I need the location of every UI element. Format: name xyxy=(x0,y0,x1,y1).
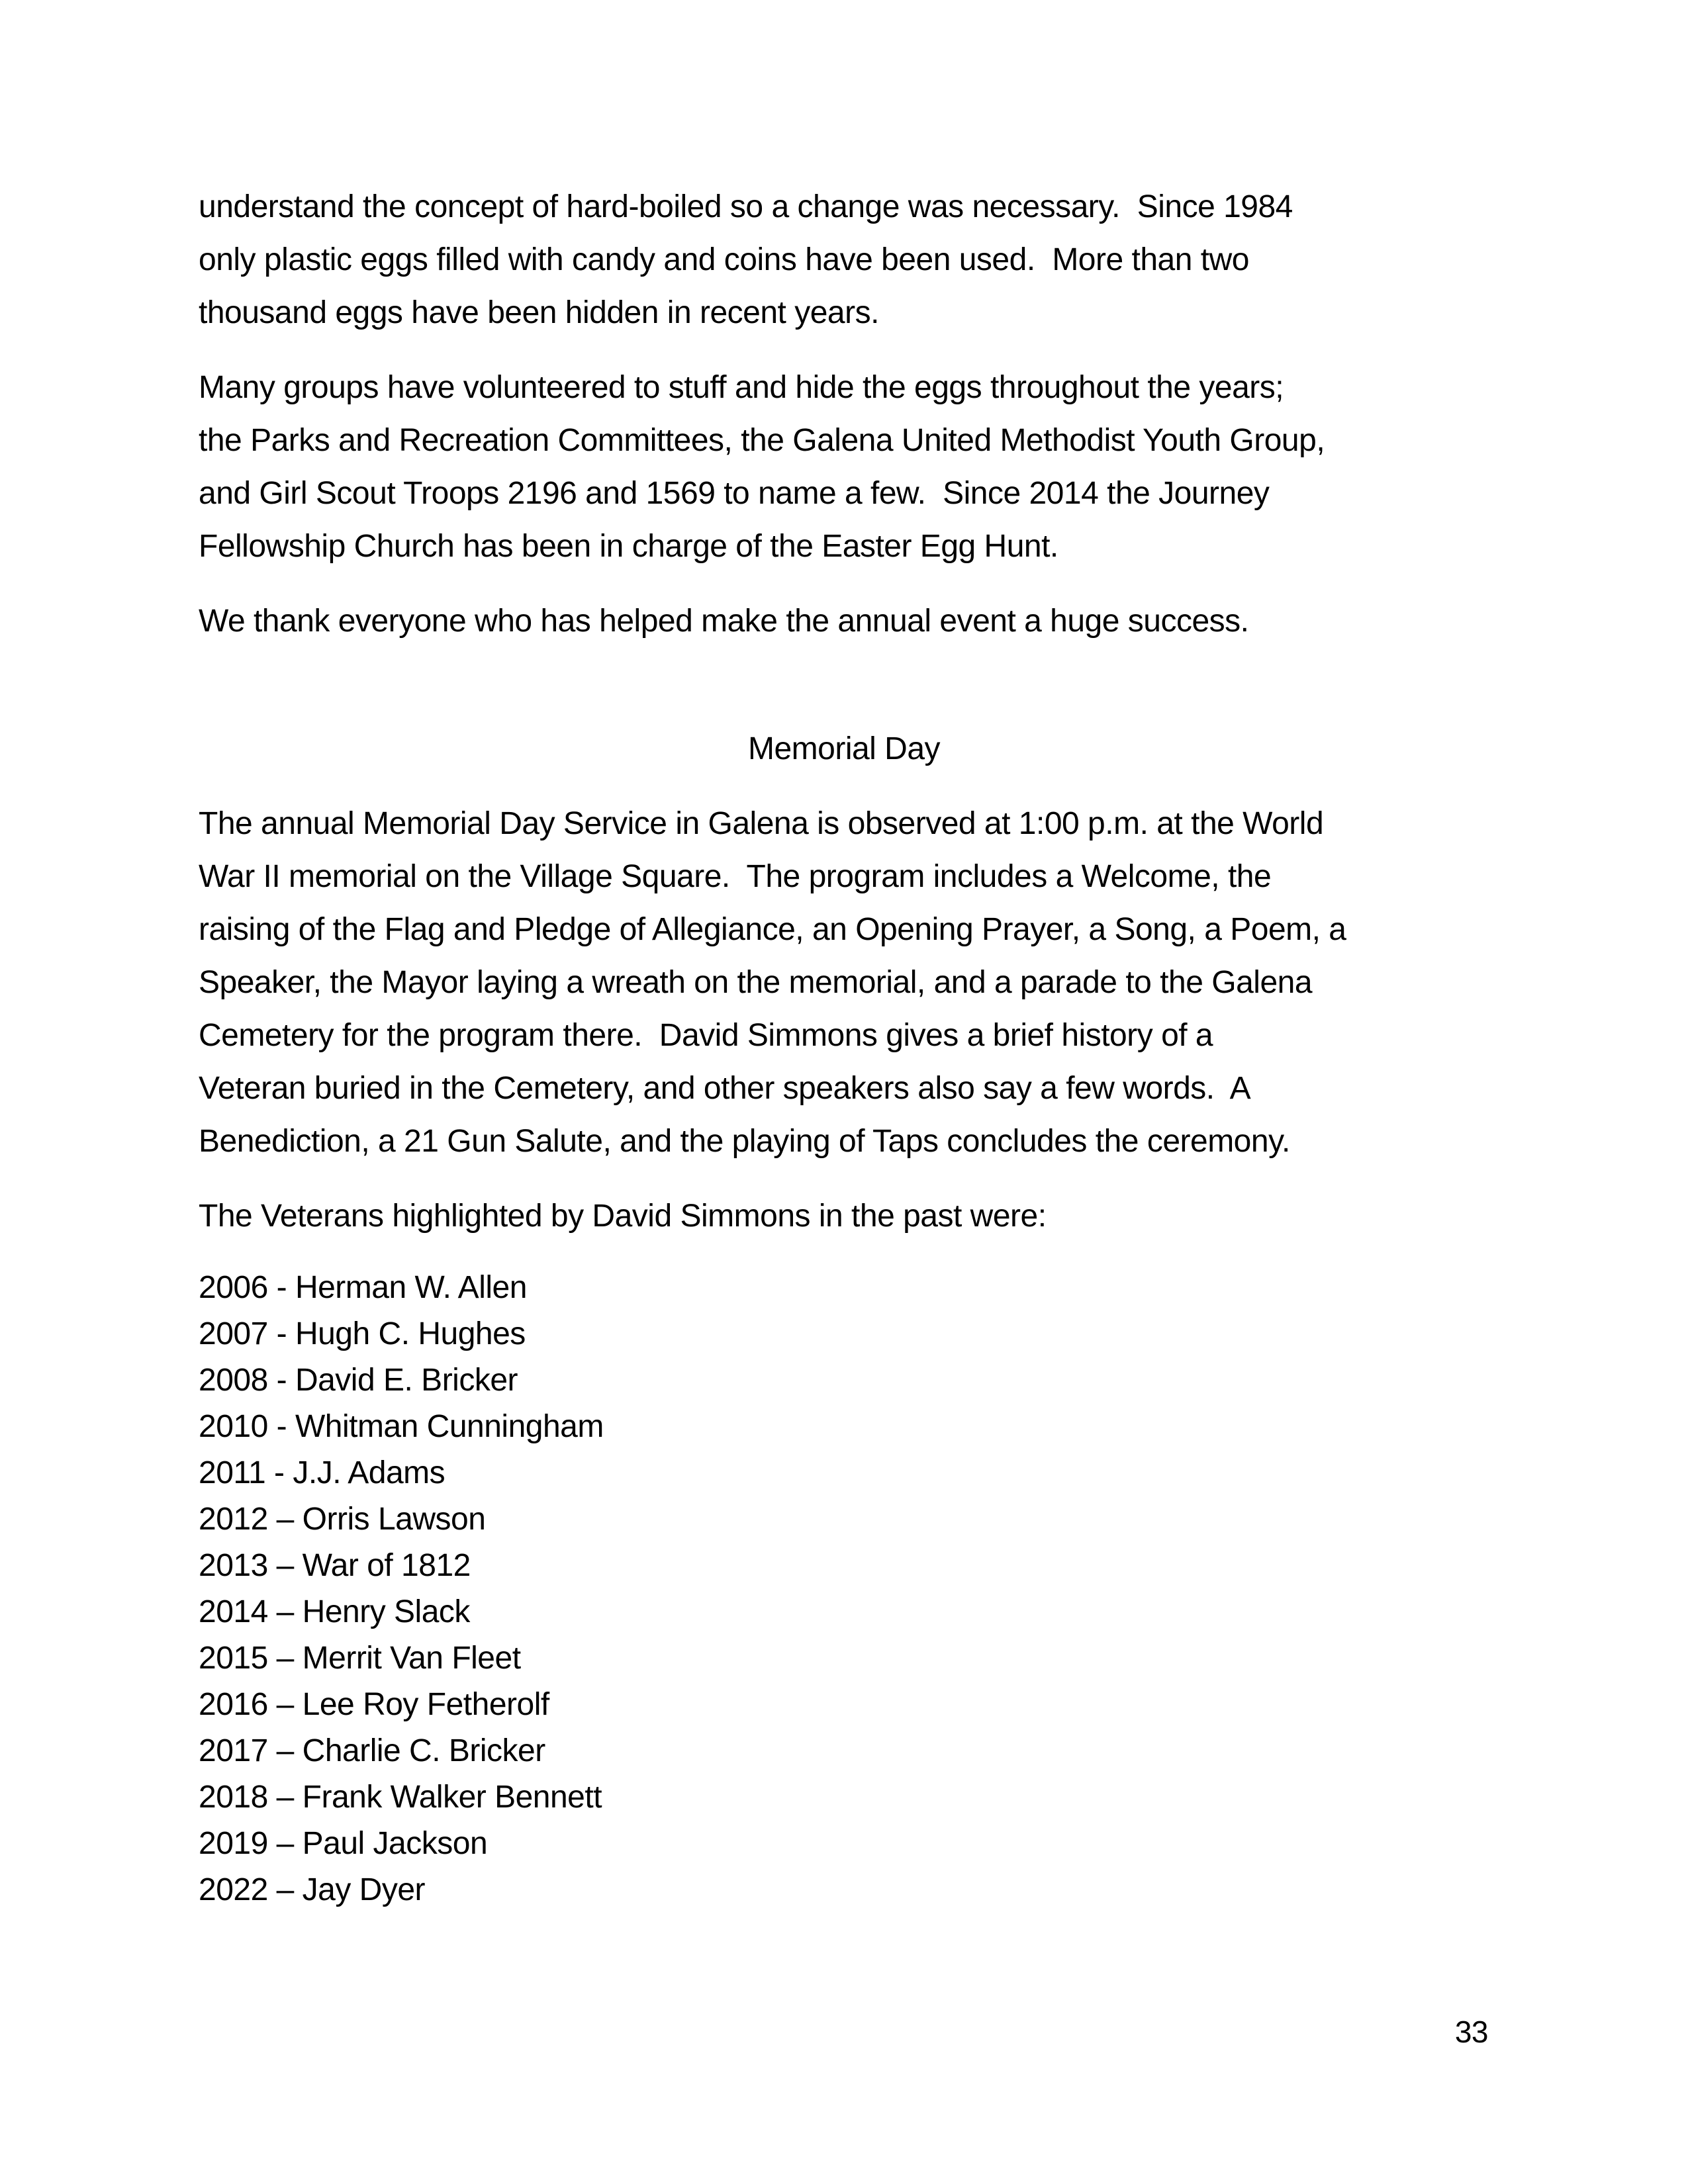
list-item: 2011 - J.J. Adams xyxy=(199,1455,445,1490)
text-line: Fellowship Church has been in charge of the Easter Egg Hunt. xyxy=(199,529,1058,564)
list-item: 2013 – War of 1812 xyxy=(199,1548,471,1583)
text-line: The Veterans highlighted by David Simmons in the past were: xyxy=(199,1199,1047,1234)
text-line: Benediction, a 21 Gun Salute, and the playing of Taps concludes the ceremony. xyxy=(199,1124,1290,1159)
paragraph-thanks xyxy=(199,595,1489,648)
text-line: The annual Memorial Day Service in Galena is observed at 1:00 p.m. at the World xyxy=(199,806,1324,841)
list-item: 2022 – Jay Dyer xyxy=(199,1872,426,1907)
veterans-list xyxy=(199,1265,1489,1913)
text-line: understand the concept of hard-boiled so a change was necessary. Since 1984 xyxy=(199,189,1293,224)
list-item: 2019 – Paul Jackson xyxy=(199,1826,488,1861)
list-item: 2012 – Orris Lawson xyxy=(199,1502,486,1537)
list-item: 2008 - David E. Bricker xyxy=(199,1363,518,1398)
text-line: Many groups have volunteered to stuff and hide the eggs throughout the years; xyxy=(199,370,1284,405)
heading-text: Memorial Day xyxy=(747,731,941,766)
list-item: 2014 – Henry Slack xyxy=(199,1594,470,1629)
list-item: 2018 – Frank Walker Bennett xyxy=(199,1780,602,1815)
paragraph-volunteer-groups xyxy=(199,361,1489,573)
text-line: Speaker, the Mayor laying a wreath on the memorial, and a parade to the Galena xyxy=(199,965,1313,1000)
text-line: We thank everyone who has helped make the annual event a huge success. xyxy=(199,604,1249,639)
page-number: 33 xyxy=(1454,2015,1488,2049)
list-item: 2006 - Herman W. Allen xyxy=(199,1270,527,1305)
text-line: only plastic eggs filled with candy and coins have been used. More than two xyxy=(199,242,1249,277)
paragraph-easter-eggs xyxy=(199,181,1489,340)
paragraph-veterans-intro xyxy=(199,1190,1489,1243)
list-item: 2010 - Whitman Cunningham xyxy=(199,1409,604,1444)
text-line: Veteran buried in the Cemetery, and other speakers also say a few words. A xyxy=(199,1071,1251,1106)
paragraph-memorial-day-service xyxy=(199,797,1489,1168)
text-line: Cemetery for the program there. David Simmons gives a brief history of a xyxy=(199,1018,1213,1053)
list-item: 2017 – Charlie C. Bricker xyxy=(199,1733,545,1768)
text-line: the Parks and Recreation Committees, the Galena United Methodist Youth Group, xyxy=(199,423,1325,458)
list-item: 2015 – Merrit Van Fleet xyxy=(199,1641,521,1676)
text-line: and Girl Scout Troops 2196 and 1569 to name a few. Since 2014 the Journey xyxy=(199,476,1270,511)
document-content xyxy=(199,181,1489,1935)
text-line: raising of the Flag and Pledge of Allegiance, an Opening Prayer, a Song, a Poem, a xyxy=(199,912,1346,947)
text-line: thousand eggs have been hidden in recent years. xyxy=(199,295,879,330)
list-item: 2016 – Lee Roy Fetherolf xyxy=(199,1687,549,1722)
text-line: War II memorial on the Village Square. The program includes a Welcome, the xyxy=(199,859,1272,894)
section-heading-memorial-day xyxy=(199,723,1489,776)
list-item: 2007 - Hugh C. Hughes xyxy=(199,1316,526,1351)
